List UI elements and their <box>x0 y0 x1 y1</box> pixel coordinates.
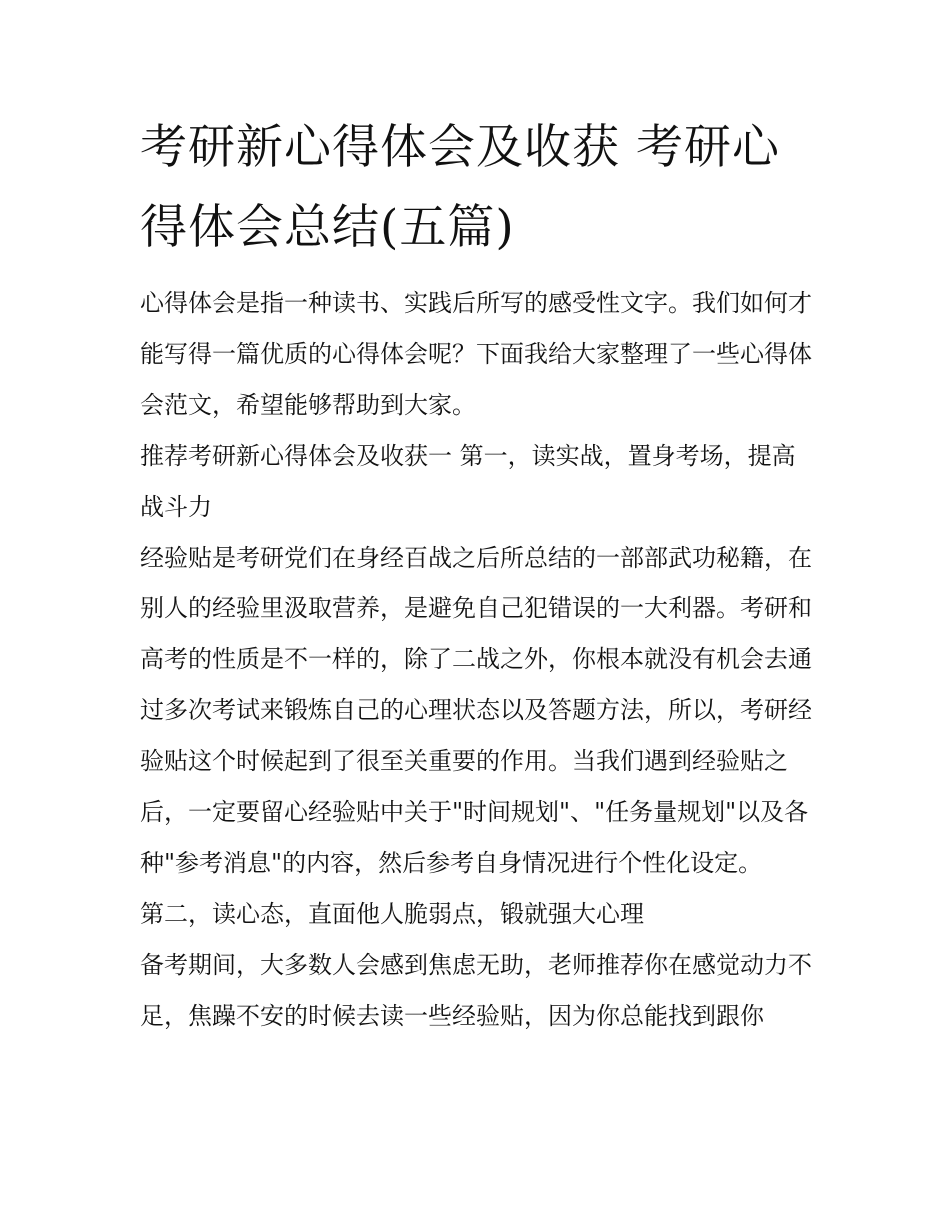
body-paragraph: 经验贴是考研党们在身经百战之后所总结的一部部武功秘籍，在别人的经验里汲取营养，是避免自己犯错误的一大利器。考研和高考的性质是不一样的，除了二战之外，你根本就没有机会去通过多次考试来锻炼自己的心理状态以及答题方法，所以，考研经验贴这个时候起到了很至关重要的作用。当我们遇到经验贴之后，一定要留心经验贴中关于"时间规划"、"任务量规划"以及各种"参考消息"的内容，然后参考自身情况进行个性化设定。 <box>140 543 812 877</box>
document-title: 考研新心得体会及收获 考研心得体会总结(五篇) <box>140 120 780 255</box>
document-page <box>140 108 812 1042</box>
document-body <box>140 278 812 1042</box>
intro-paragraph: 心得体会是指一种读书、实践后所写的感受性文字。我们如何才能写得一篇优质的心得体会呢？下面我给大家整理了一些心得体会范文，希望能够帮助到大家。 <box>140 289 812 419</box>
body-paragraph: 备考期间，大多数人会感到焦虑无助，老师推荐你在感觉动力不足，焦躁不安的时候去读一些经验贴，因为你总能找到跟你 <box>140 950 812 1030</box>
section-heading-first: 推荐考研新心得体会及收获一 第一，读实战，置身考场，提高战斗力 <box>140 441 796 521</box>
section-heading-second: 第二，读心态，直面他人脆弱点，锻就强大心理 <box>140 899 644 928</box>
